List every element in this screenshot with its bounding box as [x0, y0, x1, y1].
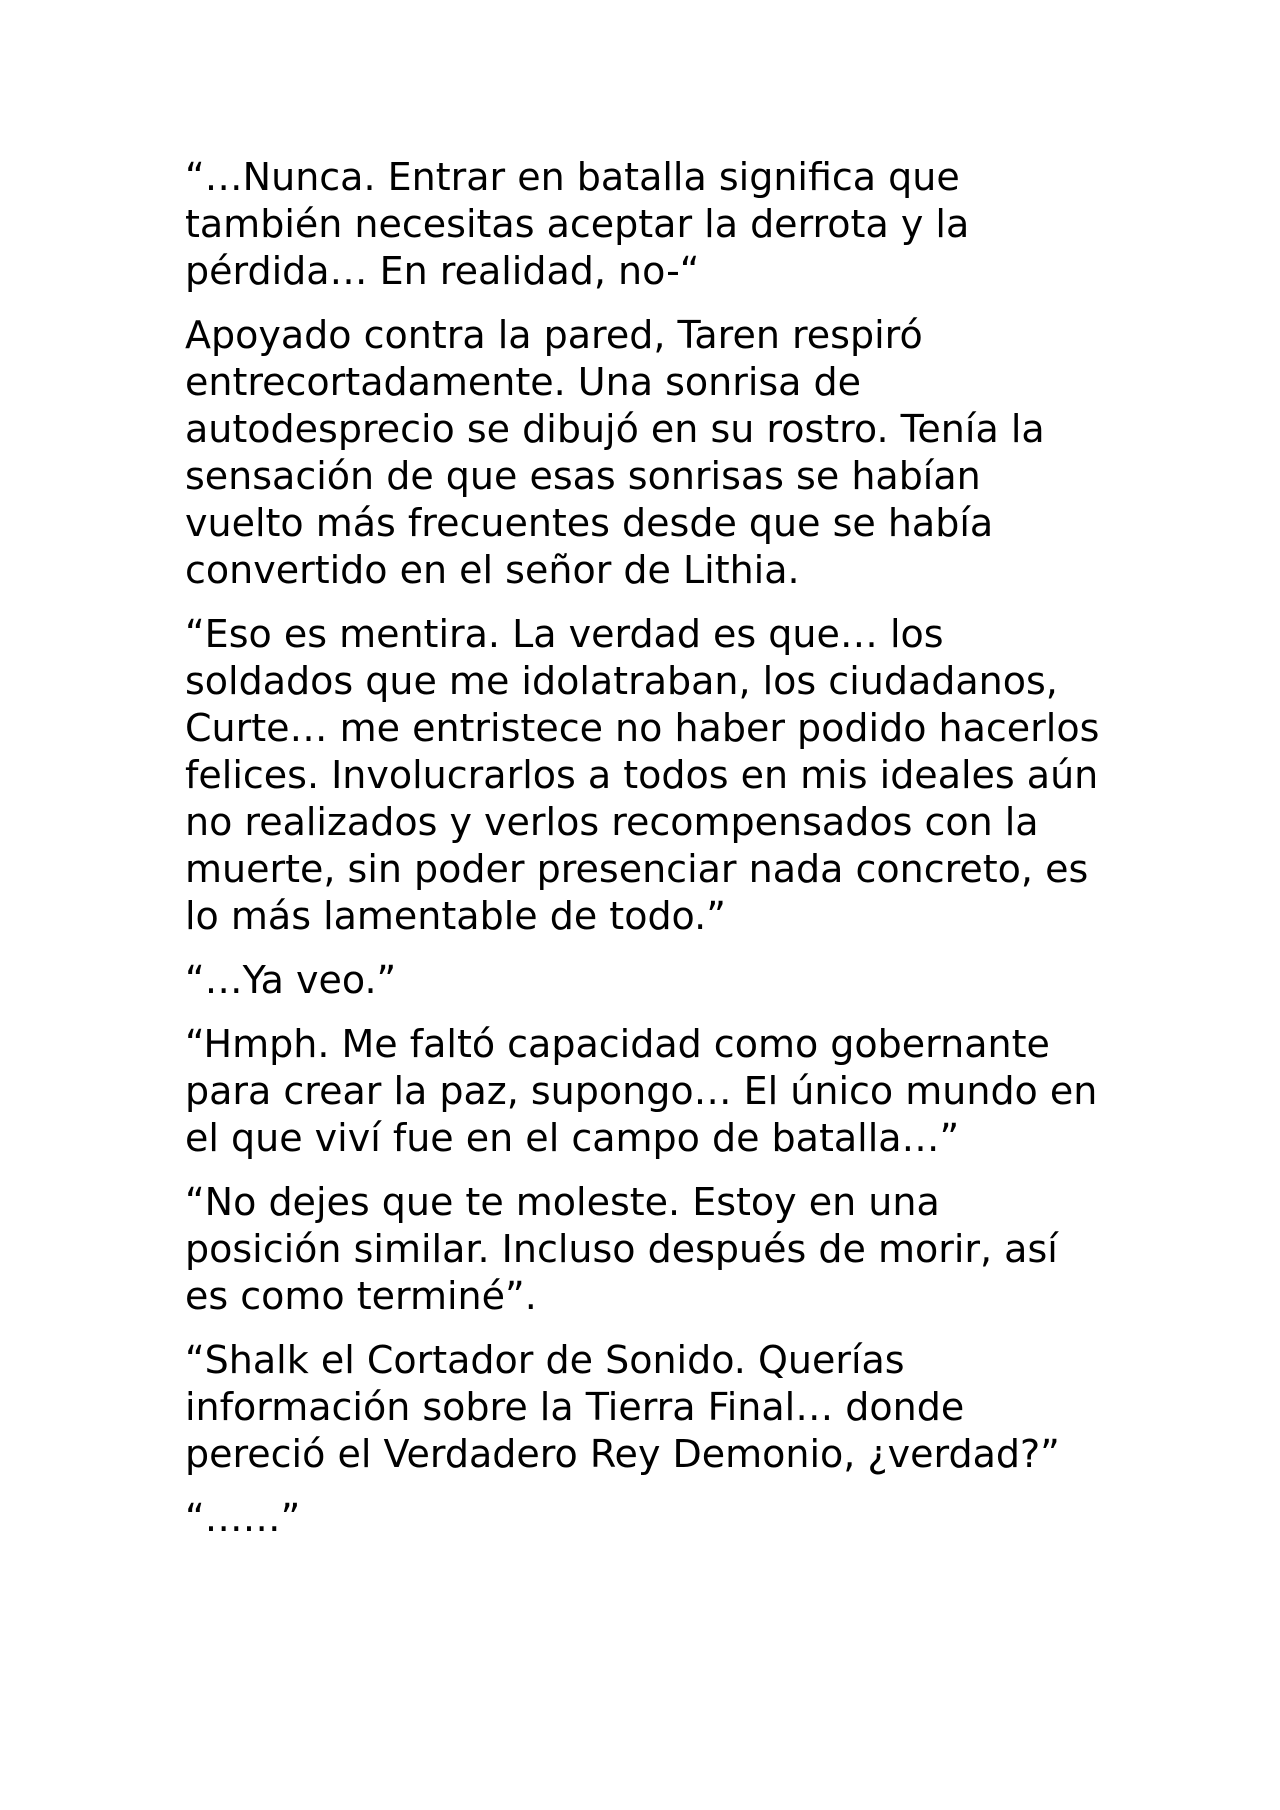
- paragraph-1: “…Nunca. Entrar en batalla significa que también necesitas aceptar la derrota y la pérdida… En realidad, no-“: [185, 155, 970, 293]
- paragraph-8: “……”: [185, 1496, 301, 1540]
- paragraph-5: “Hmph. Me faltó capacidad como gobernante para crear la paz, supongo… El único mundo en el que viví fue en el campo de batalla…”: [185, 1022, 1098, 1160]
- paragraph-3: “Eso es mentira. La verdad es que… los soldados que me idolatraban, los ciudadanos, Curte… me entristece no haber podido hacerlos felices. Involucrarlos a todos en mis ideales aún no realizados y verlos recompensados con la muerte, sin poder presenciar nada concreto, es lo más lamentable de todo.”: [185, 612, 1100, 938]
- body-text: [185, 154, 1105, 1559]
- paragraph-2: Apoyado contra la pared, Taren respiró entrecortadamente. Una sonrisa de autodesprecio se dibujó en su rostro. Tenía la sensación de que esas sonrisas se habían vuelto más frecuentes desde que se había convertido en el señor de Lithia.: [185, 313, 1045, 592]
- paragraph-7: “Shalk el Cortador de Sonido. Querías información sobre la Tierra Final… donde pereció el Verdadero Rey Demonio, ¿verdad?”: [185, 1338, 1060, 1476]
- paragraph-4: “…Ya veo.”: [185, 958, 397, 1002]
- paragraph-6: “No dejes que te moleste. Estoy en una posición similar. Incluso después de morir, así es como terminé”.: [185, 1180, 1058, 1318]
